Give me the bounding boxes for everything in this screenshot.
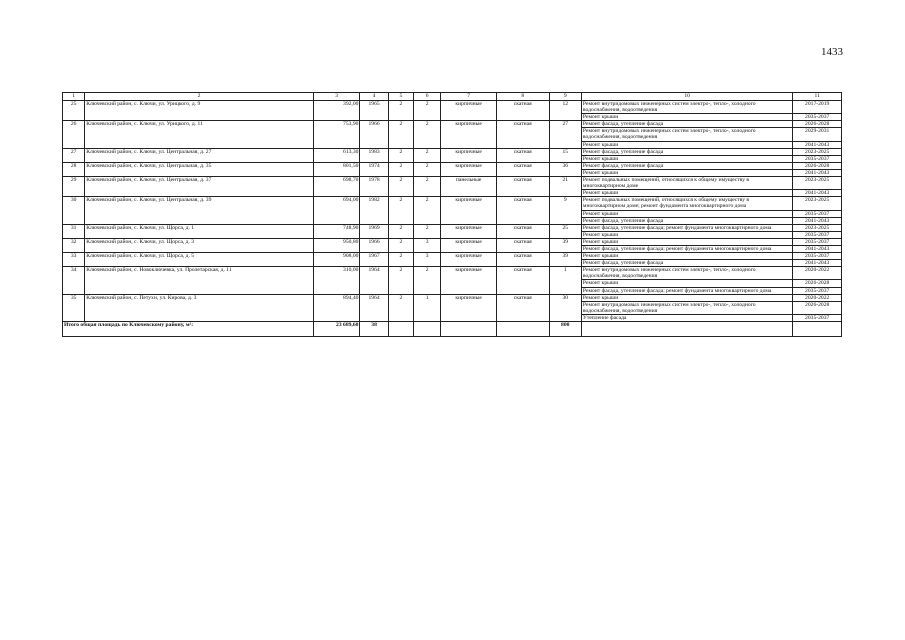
work-type: Ремонт фасада, утепление фасада; ремонт фундамента многоквартирного дома <box>581 224 792 231</box>
building-floors: 2 <box>388 101 413 121</box>
totals-empty-cell <box>414 322 441 337</box>
building-area: 908,00 <box>313 253 360 267</box>
building-entrances: 2 <box>414 177 441 197</box>
column-header: 6 <box>414 93 441 101</box>
building-year: 1982 <box>360 197 388 224</box>
totals-residents: 800 <box>549 322 581 337</box>
work-period: 2041-2043 <box>793 260 842 267</box>
work-period: 2026-2028 <box>793 121 842 128</box>
work-type: Ремонт внутридомовых инженерных систем электро-, тепло-, холодного водоснабжения, водоотведения <box>581 101 792 114</box>
table-row <box>63 197 842 210</box>
building-residents: 12 <box>549 101 581 121</box>
building-roof: скатная <box>496 253 549 267</box>
building-floors: 2 <box>388 162 413 176</box>
building-residents: 15 <box>549 148 581 162</box>
building-number: 26 <box>63 121 85 148</box>
building-year: 1966 <box>360 238 388 252</box>
building-number: 32 <box>63 238 85 252</box>
work-type: Ремонт фасада, утепление фасада <box>581 260 792 267</box>
work-type: Ремонт фасада, утепление фасада; ремонт фундамента многоквартирного дома <box>581 245 792 252</box>
building-floors: 2 <box>388 294 413 321</box>
work-type: Ремонт крыши <box>581 169 792 176</box>
building-address: Ключевский район, с. Ключи, ул. Щорса, д. 1 <box>85 224 314 238</box>
building-floors: 2 <box>388 238 413 252</box>
work-type: Ремонт крыши <box>581 253 792 260</box>
work-type: Ремонт подвальных помещений, относящихся к общему имуществу в многоквартирном доме; ремонт фундамента многоквартирного дома <box>581 197 792 210</box>
building-entrances: 2 <box>414 197 441 224</box>
building-year: 1978 <box>360 177 388 197</box>
building-walls: кирпичные <box>441 267 497 294</box>
table-row <box>63 294 842 301</box>
work-type: Ремонт крыши <box>581 190 792 197</box>
building-walls: кирпичные <box>441 224 497 238</box>
column-header: 11 <box>793 93 842 101</box>
work-type: Ремонт подвальных помещений, относящихся к общему имуществу в многоквартирном доме <box>581 177 792 190</box>
building-floors: 2 <box>388 197 413 224</box>
work-period: 2026-2028 <box>793 301 842 314</box>
totals-empty-cell <box>441 322 497 337</box>
building-floors: 2 <box>388 267 413 294</box>
work-period: 2035-2037 <box>793 314 842 321</box>
building-roof: скатная <box>496 177 549 197</box>
work-period: 2020-2022 <box>793 294 842 301</box>
building-residents: 9 <box>549 197 581 224</box>
building-year: 1964 <box>360 294 388 321</box>
building-residents: 30 <box>549 294 581 321</box>
work-period: 2035-2037 <box>793 210 842 217</box>
totals-empty-cell <box>581 322 792 337</box>
building-entrances: 1 <box>414 294 441 321</box>
work-period: 2041-2043 <box>793 217 842 224</box>
column-header: 8 <box>496 93 549 101</box>
building-number: 28 <box>63 162 85 176</box>
work-type: Ремонт внутридомовых инженерных систем электро-, тепло-, холодного водоснабжения, водоотведения <box>581 128 792 141</box>
totals-empty-cell <box>496 322 549 337</box>
building-roof: скатная <box>496 267 549 294</box>
work-period: 2035-2037 <box>793 253 842 260</box>
housing-register-table <box>62 92 842 337</box>
work-type: Ремонт фасада, утепление фасада <box>581 162 792 169</box>
column-header: 5 <box>388 93 413 101</box>
building-residents: 21 <box>549 177 581 197</box>
building-roof: скатная <box>496 101 549 121</box>
work-type: Ремонт крыши <box>581 280 792 287</box>
building-walls: кирпичные <box>441 253 497 267</box>
register-body <box>63 101 842 322</box>
totals-area: 23 689,60 <box>313 322 360 337</box>
building-area: 748,90 <box>313 224 360 238</box>
building-walls: кирпичные <box>441 148 497 162</box>
column-header: 9 <box>549 93 581 101</box>
building-year: 1967 <box>360 253 388 267</box>
work-period: 2035-2037 <box>793 287 842 294</box>
building-number: 35 <box>63 294 85 321</box>
building-address: Ключевский район, с. Ключи, ул. Урицкого, д. 11 <box>85 121 314 148</box>
building-year: 1965 <box>360 101 388 121</box>
work-period: 2017-2019 <box>793 101 842 114</box>
work-period: 2023-2025 <box>793 177 842 190</box>
work-type: Ремонт фасада, утепление фасада <box>581 121 792 128</box>
totals-year-column: 38 <box>360 322 388 337</box>
building-floors: 2 <box>388 253 413 267</box>
building-roof: скатная <box>496 294 549 321</box>
building-area: 753,90 <box>313 121 360 148</box>
work-type: Утепление фасада <box>581 314 792 321</box>
building-year: 1969 <box>360 224 388 238</box>
table-row <box>63 162 842 169</box>
work-type: Ремонт крыши <box>581 294 792 301</box>
work-period: 2035-2037 <box>793 231 842 238</box>
building-floors: 2 <box>388 121 413 148</box>
building-number: 34 <box>63 267 85 294</box>
page-number: 1433 <box>821 46 843 58</box>
work-type: Ремонт крыши <box>581 231 792 238</box>
totals-row <box>63 322 842 337</box>
work-period: 2035-2037 <box>793 155 842 162</box>
totals-empty-cell <box>793 322 842 337</box>
column-header: 4 <box>360 93 388 101</box>
totals-empty-cell <box>388 322 413 337</box>
work-type: Ремонт внутридомовых инженерных систем электро-, тепло-, холодного водоснабжения, водоотведения <box>581 301 792 314</box>
work-type: Ремонт внутридомовых инженерных систем электро-, тепло-, холодного водоснабжения, водоотведения <box>581 267 792 280</box>
table-row <box>63 101 842 114</box>
header-row <box>63 93 842 101</box>
work-type: Ремонт фасада, утепление фасада; ремонт фундамента многоквартирного дома <box>581 287 792 294</box>
building-address: Ключевский район, с. Ключи, ул. Центральная, д. 39 <box>85 197 314 224</box>
building-number: 31 <box>63 224 85 238</box>
building-number: 27 <box>63 148 85 162</box>
building-residents: 39 <box>549 253 581 267</box>
work-period: 2029-2031 <box>793 128 842 141</box>
work-period: 2023-2025 <box>793 148 842 155</box>
work-period: 2041-2043 <box>793 245 842 252</box>
work-period: 2035-2037 <box>793 114 842 121</box>
table-row <box>63 148 842 155</box>
work-period: 2026-2028 <box>793 162 842 169</box>
building-roof: скатная <box>496 148 549 162</box>
column-header: 7 <box>441 93 497 101</box>
work-period: 2023-2025 <box>793 197 842 210</box>
work-type: Ремонт крыши <box>581 155 792 162</box>
building-residents: 36 <box>549 162 581 176</box>
building-entrances: 2 <box>414 224 441 238</box>
building-entrances: 2 <box>414 101 441 121</box>
building-roof: скатная <box>496 224 549 238</box>
building-area: 801,50 <box>313 162 360 176</box>
work-type: Ремонт фасада, утепление фасада <box>581 217 792 224</box>
work-type: Ремонт крыши <box>581 238 792 245</box>
table-row <box>63 121 842 128</box>
building-roof: скатная <box>496 238 549 252</box>
building-address: Ключевский район, с. Ключи, ул. Центральная, д. 37 <box>85 177 314 197</box>
building-residents: 1 <box>549 267 581 294</box>
table-row <box>63 267 842 280</box>
building-walls: кирпичные <box>441 101 497 121</box>
building-year: 1964 <box>360 267 388 294</box>
work-type: Ремонт крыши <box>581 141 792 148</box>
work-period: 2041-2043 <box>793 190 842 197</box>
building-address: Ключевский район, с. Ключи, ул. Центральная, д. 27 <box>85 148 314 162</box>
building-roof: скатная <box>496 162 549 176</box>
table-row <box>63 238 842 245</box>
work-period: 2035-2037 <box>793 238 842 245</box>
column-header: 1 <box>63 93 85 101</box>
building-address: Ключевский район, с. Ключи, ул. Центральная, д. 35 <box>85 162 314 176</box>
work-period: 2026-2028 <box>793 280 842 287</box>
building-year: 1974 <box>360 162 388 176</box>
building-roof: скатная <box>496 121 549 148</box>
work-type: Ремонт крыши <box>581 114 792 121</box>
building-number: 30 <box>63 197 85 224</box>
building-floors: 2 <box>388 148 413 162</box>
work-period: 2020-2022 <box>793 267 842 280</box>
building-area: 694,00 <box>313 197 360 224</box>
building-floors: 2 <box>388 177 413 197</box>
work-type: Ремонт фасада, утепление фасада <box>581 148 792 155</box>
building-area: 310,00 <box>313 267 360 294</box>
building-residents: 39 <box>549 238 581 252</box>
building-year: 1983 <box>360 148 388 162</box>
building-walls: кирпичные <box>441 121 497 148</box>
table-row <box>63 253 842 260</box>
building-entrances: 2 <box>414 162 441 176</box>
building-residents: 25 <box>549 224 581 238</box>
building-area: 950,80 <box>313 238 360 252</box>
building-walls: кирпичные <box>441 294 497 321</box>
building-walls: кирпичные <box>441 238 497 252</box>
column-header: 10 <box>581 93 792 101</box>
building-address: Ключевский район, с. Петухи, ул. Кирова, д. 3 <box>85 294 314 321</box>
building-number: 29 <box>63 177 85 197</box>
table-row <box>63 224 842 231</box>
building-area: 392,00 <box>313 101 360 121</box>
building-number: 33 <box>63 253 85 267</box>
building-residents: 27 <box>549 121 581 148</box>
column-header: 3 <box>313 93 360 101</box>
building-number: 25 <box>63 101 85 121</box>
building-roof: скатная <box>496 197 549 224</box>
building-entrances: 2 <box>414 148 441 162</box>
building-entrances: 3 <box>414 238 441 252</box>
work-period: 2041-2043 <box>793 141 842 148</box>
work-type: Ремонт крыши <box>581 210 792 217</box>
work-period: 2041-2043 <box>793 169 842 176</box>
table-row <box>63 177 842 190</box>
building-floors: 2 <box>388 224 413 238</box>
building-area: 894,40 <box>313 294 360 321</box>
building-walls: кирпичные <box>441 162 497 176</box>
building-address: Ключевский район, с. Ключи, ул. Щорса, д. 5 <box>85 253 314 267</box>
building-entrances: 2 <box>414 121 441 148</box>
building-address: Ключевский район, с. Ключи, ул. Щорса, д. 3 <box>85 238 314 252</box>
building-area: 698,70 <box>313 177 360 197</box>
building-entrances: 3 <box>414 253 441 267</box>
building-area: 613,30 <box>313 148 360 162</box>
building-address: Ключевский район, с. Новоключевка, ул. Пролетарская, д. 11 <box>85 267 314 294</box>
building-entrances: 2 <box>414 267 441 294</box>
column-header: 2 <box>85 93 314 101</box>
building-walls: панельные <box>441 177 497 197</box>
building-year: 1966 <box>360 121 388 148</box>
building-walls: кирпичные <box>441 197 497 224</box>
totals-label: Итого общая площадь по Ключевскому району, м²: <box>63 322 314 337</box>
work-period: 2023-2025 <box>793 224 842 231</box>
building-address: Ключевский район, с. Ключи, ул. Урицкого, д. 9 <box>85 101 314 121</box>
